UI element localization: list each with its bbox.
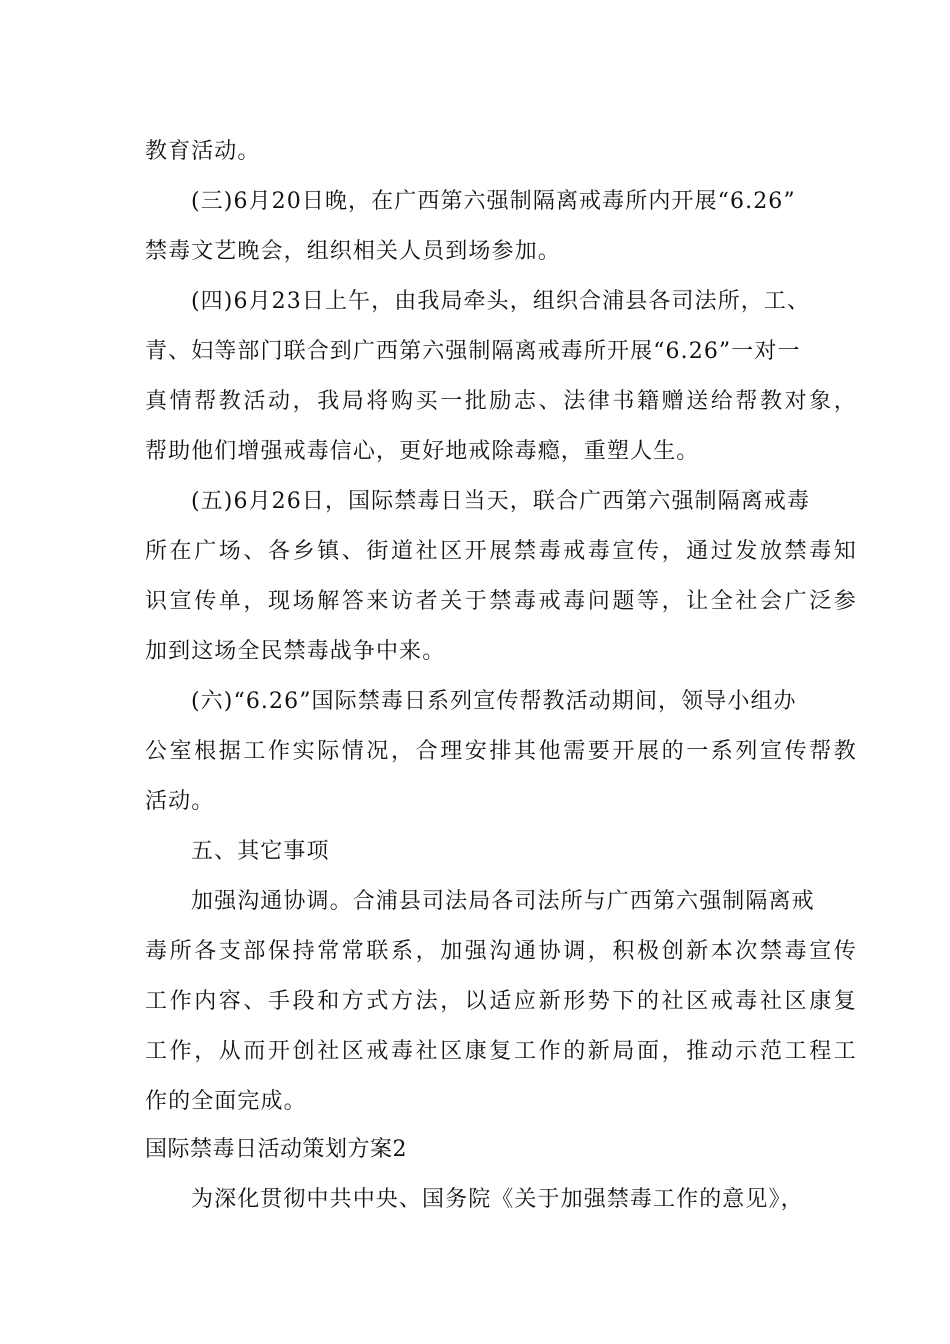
text-line: 为深化贯彻中共中央、国务院《关于加强禁毒工作的意见》， — [191, 1187, 804, 1212]
text-line: 教育活动。 — [145, 139, 261, 164]
text-line: (三)6月20日晚，在广西第六强制隔离戒毒所内开展“6.26” — [191, 189, 796, 214]
text-line: 加强沟通协调。合浦县司法局各司法所与广西第六强制隔离戒 — [191, 889, 815, 914]
text-line: (六)“6.26”国际禁毒日系列宣传帮教活动期间，领导小组办 — [191, 689, 797, 714]
text-line: (五)6月26日，国际禁毒日当天，联合广西第六强制隔离戒毒 — [191, 489, 811, 514]
text-line: 青、妇等部门联合到广西第六强制隔离戒毒所开展“6.26”一对一 — [145, 339, 801, 364]
text-line: 作的全面完成。 — [145, 1089, 307, 1114]
text-line: 所在广场、各乡镇、街道社区开展禁毒戒毒宣传，通过发放禁毒知 — [145, 539, 859, 564]
text-line: (四)6月23日上午，由我局牵头，组织合浦县各司法所，工、 — [191, 289, 811, 314]
text-line: 工作内容、手段和方式方法，以适应新形势下的社区戒毒社区康复 — [145, 989, 859, 1014]
text-line: 活动。 — [145, 789, 215, 814]
text-line: 毒所各支部保持常常联系，加强沟通协调，积极创新本次禁毒宣传 — [145, 939, 859, 964]
text-line: 帮助他们增强戒毒信心，更好地戒除毒瘾，重塑人生。 — [145, 439, 700, 464]
text-line: 公室根据工作实际情况，合理安排其他需要开展的一系列宣传帮教 — [145, 739, 859, 764]
document-title: 国际禁毒日活动策划方案2 — [145, 1137, 407, 1162]
section-heading: 五、其它事项 — [191, 839, 330, 864]
text-line: 加到这场全民禁毒战争中来。 — [145, 639, 446, 664]
text-line: 识宣传单，现场解答来访者关于禁毒戒毒问题等，让全社会广泛参 — [145, 589, 859, 614]
text-line: 禁毒文艺晚会，组织相关人员到场参加。 — [145, 239, 561, 264]
text-line: 真情帮教活动，我局将购买一批励志、法律书籍赠送给帮教对象， — [145, 389, 859, 414]
text-line: 工作，从而开创社区戒毒社区康复工作的新局面，推动示范工程工 — [145, 1039, 859, 1064]
